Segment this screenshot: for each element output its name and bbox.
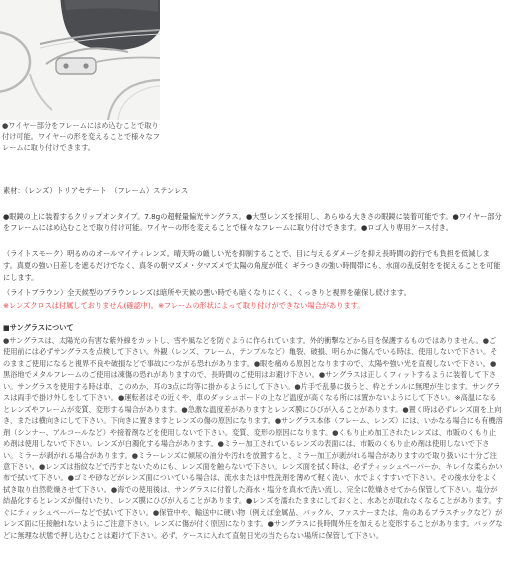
- product-photo: [0, 0, 160, 120]
- lens-brown-description: （ライトブラウン）全天候型のブラウンレンズは暗所や天候の悪い時でも暗くなりにくく、くっきりと視界を確保し続けます。: [3, 288, 411, 297]
- sunglasses-care-text: ●サングラスは、太陽光の有害な紫外線をカットし、雪や風などを防ぐように作られています。外的衝撃などから目を保護するものではありません。●ご使用前には必ずサングラスを点検して下さい。外観（レンズ、フレーム、テンプルなど）亀裂、破損、明らかに傷んでいる時は、使用しないで下さい。そのままご使用になると視界不良や破損などで事故につながる恐れがあります。●眼を痛める原因となりますので、太陽や強い光を直視しないで下さい。●黒浴地でメタルフレームのご使用は凍傷の恐れがありますので、長時間のご使用はお避け下さい。●サングラスは正しくフィットするように装着して下さい。サングラスを使用する時は車、このめか、耳の3点に均等に掛かるようにして下さい。●片手で乱暴に扱うと、枠とテンルに無理が生じます。サングラスは両手で掛け外しをして下さい。●運転者はその近くや、車のダッシュボードの上など温度が高くなる所には置かないようにして下さい。※高温になるとレンズやフレームが変質、変形する場合があります。●急激な温度差がありますとレンズ膜にひびが入ることがあります。●置く時は必ずレンズ面を上向き、または横向きにして下さい。下向きに置きますとレンズの傷の原因になります。●サングラス本体（フレーム、レンズ）には、いかなる場合にも有機溶剤（シンナー、アルコールなど）や接着剤などを使用しないで下さい。変質、変形の原因になります。●くもり止め加工されたレンズは、市販のくもり止め剤は使用しないで下さい。レンズが白濁化する場合があります。●ミラー加工されているレンズの表面には、市販のくもり止め剤は使用しないで下さい。ミラーが剥がれる場合があります。●ミラーレンズに傾尿の油分や汚れを放置すると、ミラー加工が剥がれる場合がありますので取り扱いに十分ご注意下さい。●レンズは指紋などで汚すとないためにも、レンズ面を触らないで下さい。レンズ面を拭く時は、必ずティッシュペーパーか、キレイな柔らかい布で拭いて下さい。●ゴミや砂などがレンズ面についている場合は、流水または中性洗剤を薄めて軽く洗い、水でよくすすいで下さい。その後水分をよく拭き取り自然乾燥させて下さい。●海での使用後は、サングラスに付着した海水・塩分を真水で洗い流し、完全に乾燥させてから保管して下さい。塩分が結晶化するとレンズが傷付いたり、レンズ膜にひびが入ることがあります。●レンズを濡れたままにしておくと、水あとが取れなくなることがあります。すぐにティッシュペーパーなどで拭いて下さい。●保管中や、輸送中に硬い物（例えば金属品、バックル、ファスナーまたは、角のあるプラスチックなど）がレンズ面に圧接触れないようにご注意下さい。レンズに傷が付く原因になります。●サングラスに長時間外圧を加えると変形することがあります。バッグなどに無理な状態で押し込むことは避けて下さい。必ず、ケースに入れて直射日光の当たらない場所に保管して下さい。: [3, 336, 503, 540]
- product-description: ●眼鏡の上に装着するクリップオンタイプ。7.8gの超軽量偏光サングラス。●大型レンズを採用し、あらゆる大きさの眼鏡に装着可能です。●ワイヤー部分をフレームにはめ込むことで取り付け可能。ワイヤーの形を変えることで様々なフレームに取り付けできます。●ロゴ入り専用ケース付き。: [3, 212, 502, 232]
- warning-note: ※レンズクロスは付属しておりません(確認中)。※フレームの形状によって取り付けができない場合があります。: [3, 301, 365, 310]
- section-title: ■サングラスについて: [3, 323, 74, 332]
- materials-text: 素材：（レンズ）トリアセテート （フレーム）ステンレス: [3, 186, 189, 195]
- photo-caption: ●ワイヤー部分をフレームにはめ込むことで取り付け可能。ワイヤーの形を変えることで様々なフレームに取り付けできます。: [2, 121, 160, 152]
- sunglasses-photo-icon: [0, 0, 160, 120]
- lens-smoke-description: （ライトスモーク）明るめのオールマイティレンズ。晴天時の厳しい光を抑制することで、目に与えるダメージを抑え長時間の釣行でも負担を低減します。真夏の強い日差しを遮るだけでなく、真冬の朝マズメ・夕マズメで太陽の角度が低く ギラつきの強い時間帯にも、水面の乱反射をを捉えることを可能にします。: [3, 249, 501, 283]
